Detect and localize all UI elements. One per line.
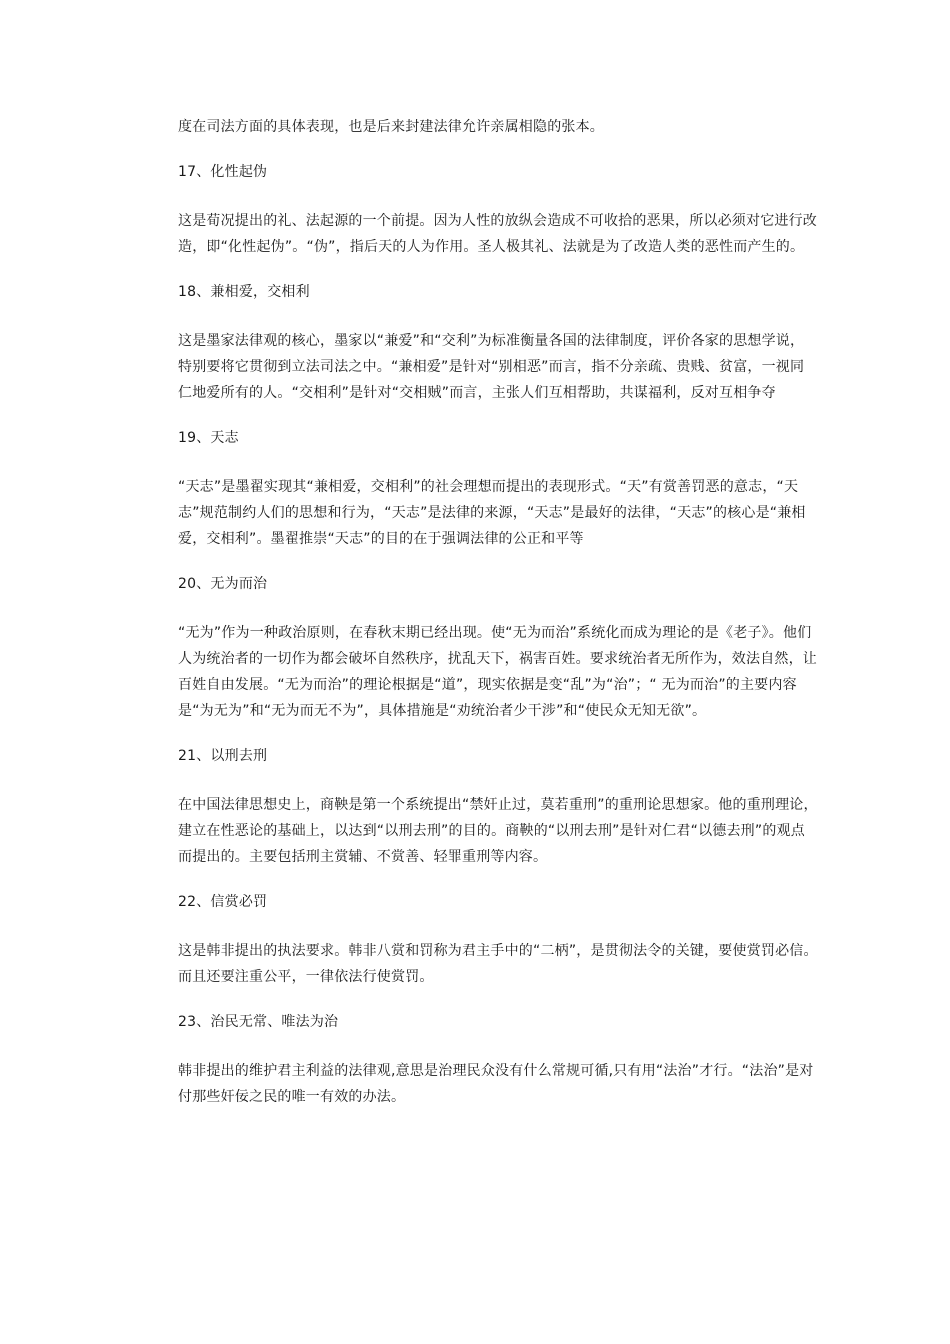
- section-body-22: 这是韩非提出的执法要求。韩非八赏和罚称为君主手中的“二柄”，是贯彻法令的关键，要使赏罚必信。而且还要注重公平，一律依法行使赏罚。: [178, 943, 818, 985]
- section-body-20: “无为”作为一种政治原则，在春秋末期已经出现。使“无为而治”系统化而成为理论的是《老子》。他们人为统治者的一切作为都会破坏自然秩序，扰乱天下，祸害百姓。要求统治者无所作为，效法自然，让百姓自由发展。“无为而治”的理论根据是“道”，现实依据是变“乱”为“治”；“ 无为而治”的主要内容是“为无为”和“无为而无不为”，具体措施是“劝统治者少干涉”和“使民众无知无欲”。: [178, 625, 817, 719]
- section-body-23: 韩非提出的维护君主利益的法律观,意思是治理民众没有什么常规可循,只有用“法治”才行。“法治”是对付那些奸佞之民的唯一有效的办法。: [178, 1063, 814, 1105]
- section-heading-22: 22、信赏必罚: [178, 894, 268, 910]
- section-body-17: 这是荀况提出的礼、法起源的一个前提。因为人性的放纵会造成不可收拾的恶果，所以必须对它进行改造，即“化性起伪”。“伪”，指后天的人为作用。圣人极其礼、法就是为了改造人类的恶性而产生的。: [178, 213, 817, 255]
- section-heading-17: 17、化性起伪: [178, 164, 268, 180]
- section-body-21: 在中国法律思想史上，商鞅是第一个系统提出“禁奸止过，莫若重刑”的重刑论思想家。他的重刑理论，建立在性恶论的基础上，以达到“以刑去刑”的目的。商鞅的“以刑去刑”是针对仁君“以德去刑”的观点而提出的。主要包括刑主赏辅、不赏善、轻罪重刑等内容。: [178, 797, 818, 865]
- section-heading-19: 19、天志: [178, 430, 239, 446]
- section-heading-18: 18、兼相爱，交相利: [178, 284, 310, 300]
- section-heading-23: 23、治民无常、唯法为治: [178, 1014, 339, 1030]
- section-body-19: “天志”是墨翟实现其“兼相爱，交相利”的社会理想而提出的表现形式。“天”有赏善罚恶的意志，“天志”规范制约人们的思想和行为，“天志”是法律的来源，“天志”是最好的法律，“天志”的核心是“兼相爱，交相利”。墨翟推崇“天志”的目的在于强调法律的公正和平等: [178, 479, 806, 547]
- intro-paragraph: 度在司法方面的具体表现，也是后来封建法律允许亲属相隐的张本。: [178, 119, 604, 135]
- document-page: [178, 114, 818, 1110]
- section-heading-21: 21、以刑去刑: [178, 748, 268, 764]
- section-body-18: 这是墨家法律观的核心，墨家以“兼爱”和“交利”为标准衡量各国的法律制度，评价各家的思想学说，特别要将它贯彻到立法司法之中。“兼相爱”是针对“别相恶”而言，指不分亲疏、贵贱、贫富，一视同仁地爱所有的人。“交相利”是针对“交相贼”而言，主张人们互相帮助，共谋福利，反对互相争夺: [178, 333, 805, 401]
- section-heading-20: 20、无为而治: [178, 576, 268, 592]
